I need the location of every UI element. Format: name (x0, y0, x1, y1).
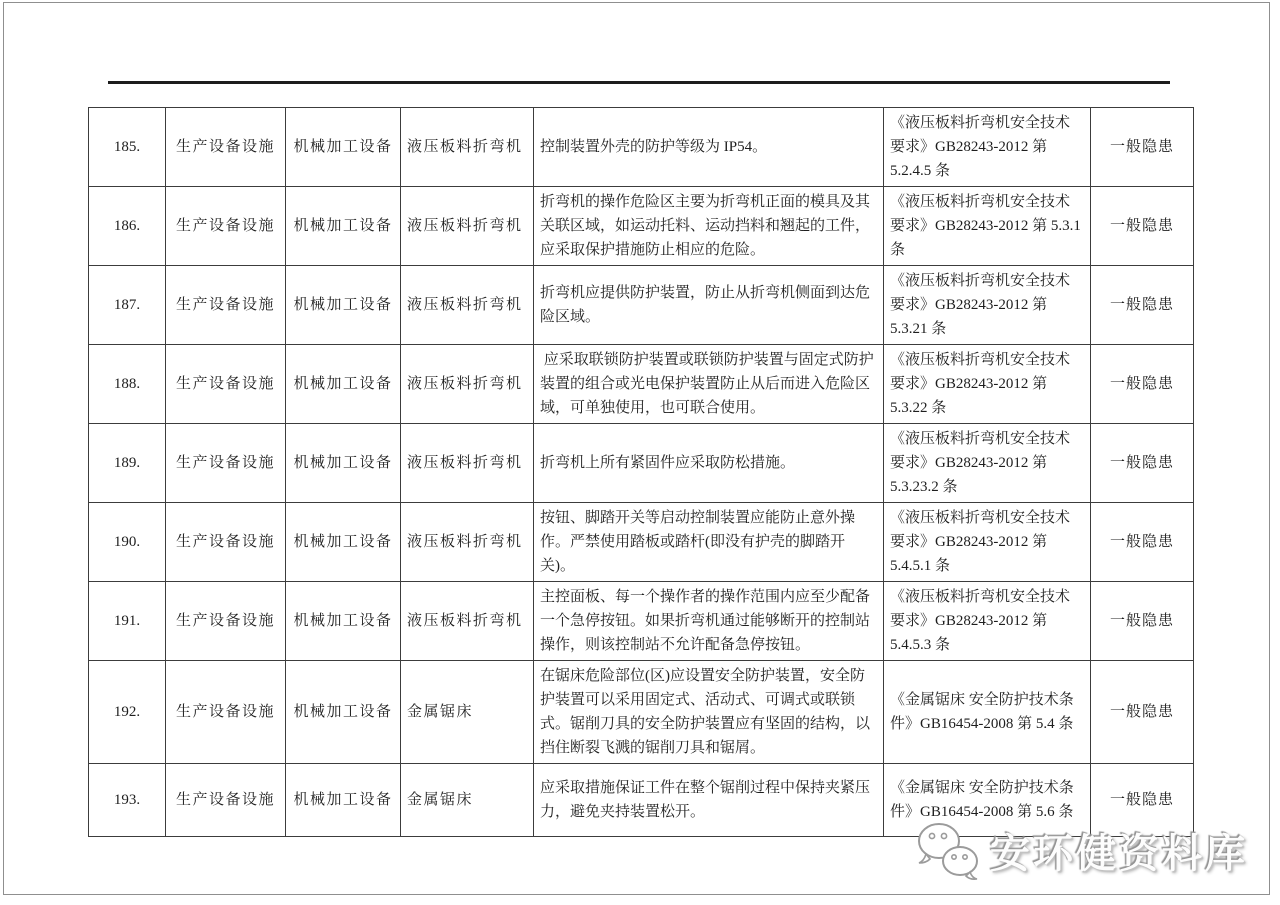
equipment-name-cell: 金属锯床 (401, 661, 534, 764)
equipment-type-cell: 机械加工设备 (286, 108, 401, 187)
standard-reference-cell: 《金属锯床 安全防护技术条件》GB16454-2008 第 5.4 条 (884, 661, 1091, 764)
table-row (89, 661, 1194, 764)
category-cell: 生产设备设施 (166, 424, 286, 503)
equipment-type-cell: 机械加工设备 (286, 266, 401, 345)
equipment-name-cell: 液压板料折弯机 (401, 582, 534, 661)
standard-reference-cell: 《液压板料折弯机安全技术要求》GB28243-2012 第 5.3.21 条 (884, 266, 1091, 345)
hazard-description-cell: 应采取联锁防护装置或联锁防护装置与固定式防护装置的组合或光电保护装置防止从后而进入危险区域，可单独使用，也可联合使用。 (534, 345, 884, 424)
category-cell: 生产设备设施 (166, 266, 286, 345)
table-row (89, 503, 1194, 582)
equipment-type-cell: 机械加工设备 (286, 764, 401, 837)
table-row (89, 108, 1194, 187)
row-index-cell: 188. (89, 345, 166, 424)
hazard-level-cell: 一般隐患 (1091, 266, 1194, 345)
equipment-name-cell: 液压板料折弯机 (401, 345, 534, 424)
equipment-type-cell: 机械加工设备 (286, 661, 401, 764)
equipment-name-cell: 液压板料折弯机 (401, 108, 534, 187)
standard-reference-cell: 《液压板料折弯机安全技术要求》GB28243-2012 第 5.3.23.2 条 (884, 424, 1091, 503)
equipment-name-cell: 液压板料折弯机 (401, 187, 534, 266)
hazard-description-cell: 折弯机的操作危险区主要为折弯机正面的模具及其关联区域，如运动托料、运动挡料和翘起的工件，应采取保护措施防止相应的危险。 (534, 187, 884, 266)
row-index-cell: 190. (89, 503, 166, 582)
equipment-name-cell: 金属锯床 (401, 764, 534, 837)
equipment-name-cell: 液压板料折弯机 (401, 266, 534, 345)
table-row (89, 582, 1194, 661)
hazard-description-cell: 主控面板、每一个操作者的操作范围内应至少配备一个急停按钮。如果折弯机通过能够断开的控制站操作，则该控制站不允许配备急停按钮。 (534, 582, 884, 661)
category-cell: 生产设备设施 (166, 345, 286, 424)
watermark-label: 安环健资料库 (990, 830, 1248, 876)
hazard-description-cell: 折弯机上所有紧固件应采取防松措施。 (534, 424, 884, 503)
standard-reference-cell: 《液压板料折弯机安全技术要求》GB28243-2012 第 5.2.4.5 条 (884, 108, 1091, 187)
category-cell: 生产设备设施 (166, 503, 286, 582)
equipment-name-cell: 液压板料折弯机 (401, 503, 534, 582)
hazard-level-cell: 一般隐患 (1091, 108, 1194, 187)
hazard-description-cell: 控制装置外壳的防护等级为 IP54。 (534, 108, 884, 187)
audit-table-body (89, 108, 1194, 837)
category-cell: 生产设备设施 (166, 661, 286, 764)
category-cell: 生产设备设施 (166, 187, 286, 266)
category-cell: 生产设备设施 (166, 582, 286, 661)
row-index-cell: 191. (89, 582, 166, 661)
wechat-icon (912, 819, 984, 881)
hazard-level-cell: 一般隐患 (1091, 503, 1194, 582)
equipment-type-cell: 机械加工设备 (286, 503, 401, 582)
row-index-cell: 185. (89, 108, 166, 187)
hazard-level-cell: 一般隐患 (1091, 764, 1194, 837)
standard-reference-cell: 《液压板料折弯机安全技术要求》GB28243-2012 第 5.4.5.1 条 (884, 503, 1091, 582)
hazard-level-cell: 一般隐患 (1091, 424, 1194, 503)
hazard-description-cell: 在锯床危险部位(区)应设置安全防护装置，安全防护装置可以采用固定式、活动式、可调式或联锁式。锯削刀具的安全防护装置应有坚固的结构，以挡住断裂飞溅的锯削刀具和锯屑。 (534, 661, 884, 764)
equipment-type-cell: 机械加工设备 (286, 345, 401, 424)
header-rule (108, 81, 1170, 84)
row-index-cell: 189. (89, 424, 166, 503)
table-row (89, 187, 1194, 266)
table-row (89, 345, 1194, 424)
hazard-level-cell: 一般隐患 (1091, 582, 1194, 661)
standard-reference-cell: 《液压板料折弯机安全技术要求》GB28243-2012 第 5.4.5.3 条 (884, 582, 1091, 661)
hazard-description-cell: 按钮、脚踏开关等启动控制装置应能防止意外操作。严禁使用踏板或踏杆(即没有护壳的脚踏开关)。 (534, 503, 884, 582)
hazard-level-cell: 一般隐患 (1091, 345, 1194, 424)
standard-reference-cell: 《液压板料折弯机安全技术要求》GB28243-2012 第 5.3.1 条 (884, 187, 1091, 266)
row-index-cell: 187. (89, 266, 166, 345)
hazard-checklist-table (88, 107, 1194, 837)
equipment-type-cell: 机械加工设备 (286, 187, 401, 266)
category-cell: 生产设备设施 (166, 108, 286, 187)
standard-reference-cell: 《金属锯床 安全防护技术条件》GB16454-2008 第 5.6 条 (884, 764, 1091, 837)
table-row (89, 266, 1194, 345)
watermark (912, 818, 1248, 882)
row-index-cell: 192. (89, 661, 166, 764)
equipment-type-cell: 机械加工设备 (286, 582, 401, 661)
table-row (89, 424, 1194, 503)
hazard-level-cell: 一般隐患 (1091, 187, 1194, 266)
row-index-cell: 193. (89, 764, 166, 837)
equipment-type-cell: 机械加工设备 (286, 424, 401, 503)
standard-reference-cell: 《液压板料折弯机安全技术要求》GB28243-2012 第 5.3.22 条 (884, 345, 1091, 424)
equipment-name-cell: 液压板料折弯机 (401, 424, 534, 503)
hazard-level-cell: 一般隐患 (1091, 661, 1194, 764)
hazard-description-cell: 折弯机应提供防护装置，防止从折弯机侧面到达危险区域。 (534, 266, 884, 345)
category-cell: 生产设备设施 (166, 764, 286, 837)
hazard-description-cell: 应采取措施保证工件在整个锯削过程中保持夹紧压力，避免夹持装置松开。 (534, 764, 884, 837)
row-index-cell: 186. (89, 187, 166, 266)
